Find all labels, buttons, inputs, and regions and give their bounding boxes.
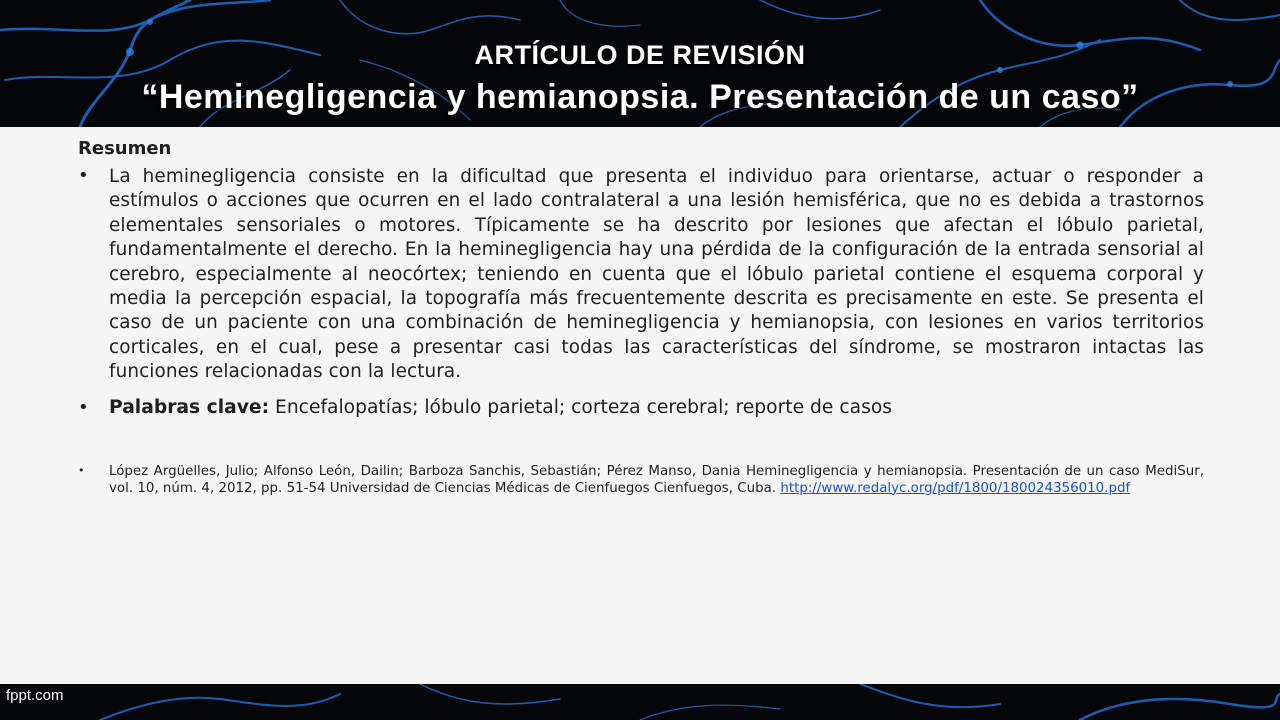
page-title: “Heminegligencia y hemianopsia. Presentación de un caso” <box>141 78 1139 116</box>
footer-band <box>0 684 1280 720</box>
abstract-text: La heminegligencia consiste en la dificultad que presenta el individuo para orientarse, actuar o responder a estímulos o acciones que ocurren en el lado contralateral a una lesión hemisférica, que no es debida a trastornos elementales sensoriales o motores. Típicamente se ha descrito por lesiones que afectan el lóbulo parietal, fundamentalmente el derecho. En la heminegligencia hay una pérdida de la configuración de la entrada sensorial al cerebro, especialmente al neocórtex; teniendo en cuenta que el lóbulo parietal contiene el esquema corporal y media la percepción espacial, la topografía más frecuentemente descrita es precisamente en este. Se presenta el caso de un paciente con una combinación de heminegligencia y hemianopsia, con lesiones en varios territorios corticales, en el cual, pese a presentar casi todas las características del síndrome, se mostraron intactas las funciones relacionadas con la lectura. <box>109 166 1204 383</box>
article-type-heading: ARTÍCULO DE REVISIÓN <box>474 40 806 70</box>
bullet-icon: • <box>78 396 89 418</box>
keywords-list-item <box>78 395 1204 421</box>
slide-content <box>78 138 1204 497</box>
abstract-list-item <box>78 165 1204 385</box>
neuron-background-image <box>0 684 1280 720</box>
brand-watermark: fppt.com <box>6 687 64 704</box>
section-heading: Resumen <box>78 138 172 159</box>
citation-text: López Argüelles, Julio; Alfonso León, Dailin; Barboza Sanchis, Sebastián; Pérez Manso, Dania Heminegligencia y hemianopsia. Presentación de un caso MediSur, vol. 10, núm. 4, 2012, pp. 51-54 Universidad de Ciencias Médicas de Cienfuegos Cienfuegos, Cuba. <box>109 463 1204 496</box>
header-band <box>0 0 1280 127</box>
keywords-label: Palabras clave: <box>109 396 270 418</box>
citation-paragraph <box>109 463 1204 497</box>
citation-list-item <box>78 463 1204 497</box>
citation-link[interactable]: http://www.redalyc.org/pdf/1800/180024356010.pdf <box>780 480 1131 496</box>
bullet-icon: • <box>78 165 89 186</box>
keywords-text: Encefalopatías; lóbulo parietal; corteza cerebral; reporte de casos <box>275 396 892 418</box>
bullet-icon: • <box>78 463 85 477</box>
